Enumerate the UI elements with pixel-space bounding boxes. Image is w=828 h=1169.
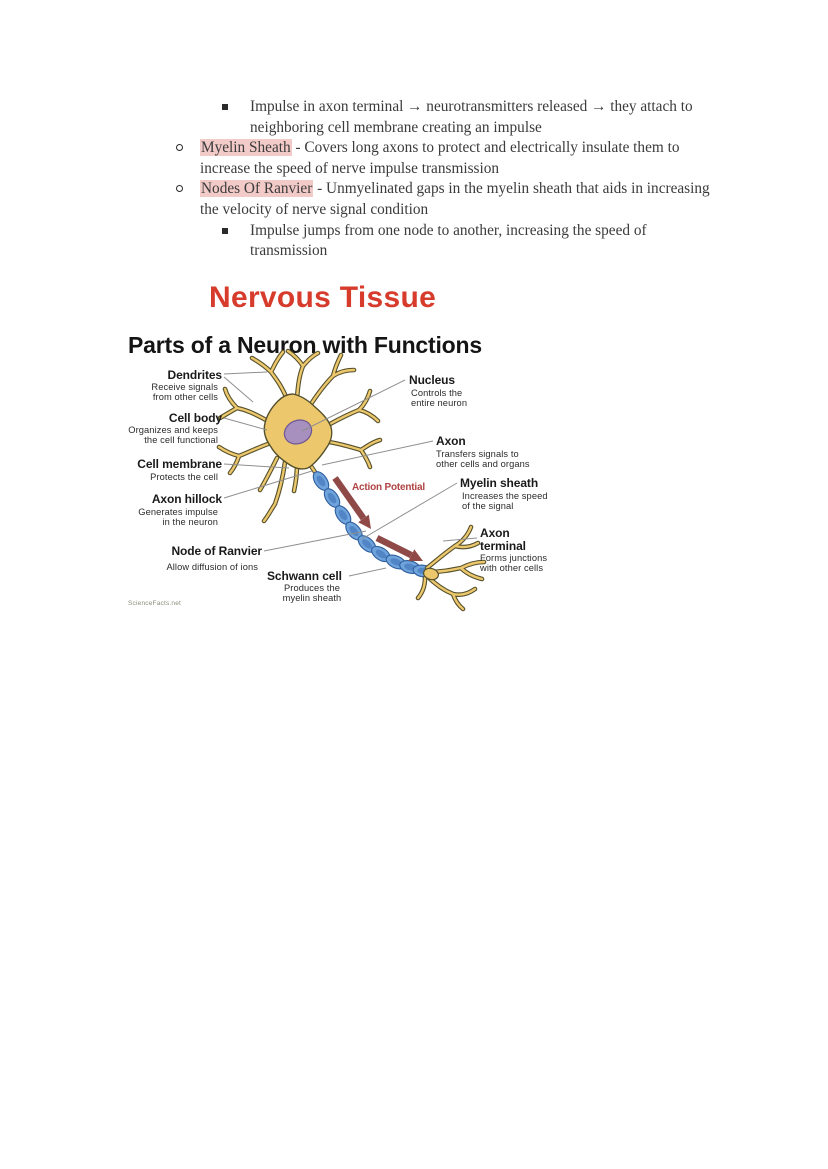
bullet-text: Impulse in axon terminal → neurotransmitters released → they attach to neighboring cell membrane creating an impulse: [250, 98, 693, 136]
bullet-item: [100, 138, 720, 179]
neuron-figure-image[interactable]: [125, 328, 565, 620]
label-desc: Generates impulse: [138, 507, 218, 517]
label-desc: of the signal: [462, 501, 514, 511]
bullet-text: [100, 138, 720, 179]
notes-bullet-list: [100, 97, 720, 262]
label-desc: Increases the speed: [462, 491, 548, 501]
label-name: Nucleus: [409, 373, 455, 387]
label-name: Cell body: [168, 411, 222, 425]
label-desc: Organizes and keeps: [128, 425, 218, 435]
label-axon-terminal: [479, 526, 547, 573]
label-desc: Receive signals: [151, 382, 218, 392]
label-desc: with other cells: [480, 563, 544, 573]
square-bullet-icon: [222, 104, 228, 110]
label-name: Myelin sheath: [460, 476, 539, 490]
label-desc: entire neuron: [411, 398, 468, 408]
highlighted-term: Nodes Of Ranvier: [201, 180, 313, 198]
square-bullet-icon: [222, 228, 228, 234]
label-name: Axon: [480, 526, 510, 540]
label-node-of-ranvier: [166, 544, 262, 572]
action-potential-label: Action Potential: [352, 482, 425, 493]
label-name: Node of Ranvier: [171, 544, 262, 558]
label-desc: Protects the cell: [150, 472, 218, 482]
watermark-logo: [128, 600, 181, 607]
label-desc: myelin sheath: [282, 593, 342, 603]
label-desc: Transfers signals to: [436, 449, 519, 459]
label-schwann-cell: [267, 569, 342, 603]
bullet-text: [100, 179, 720, 220]
figure-title: Parts of a Neuron with Functions: [128, 332, 482, 358]
label-desc: Forms junctions: [480, 553, 548, 563]
label-nucleus: [409, 373, 467, 408]
label-name: terminal: [480, 539, 526, 553]
label-name: Schwann cell: [267, 569, 342, 583]
label-dendrites: [151, 368, 222, 402]
label-desc: Produces the: [284, 583, 340, 593]
label-name: Axon hillock: [151, 492, 222, 506]
highlighted-term: Myelin Sheath: [201, 139, 291, 157]
bullet-item: [100, 97, 720, 138]
section-heading: Nervous Tissue: [209, 281, 437, 314]
neuron-diagram: [125, 328, 565, 620]
bullet-text: Impulse jumps from one node to another, increasing the speed of transmission: [250, 221, 647, 260]
label-name: Cell membrane: [137, 457, 222, 471]
label-desc: from other cells: [152, 392, 218, 402]
label-cell-body: [128, 411, 222, 445]
label-desc: in the neuron: [162, 517, 218, 527]
label-axon-hillock: [138, 492, 222, 527]
label-name: Axon: [436, 434, 466, 448]
label-desc: other cells and organs: [436, 459, 530, 469]
label-desc: the cell functional: [144, 435, 218, 445]
label-myelin-sheath: [460, 476, 548, 511]
label-desc: Controls the: [411, 388, 463, 398]
bullet-item: [100, 221, 720, 262]
bullet-text-rest: - Unmyelinated gaps in the myelin sheath that aids in increasing the velocity of nerve signal condition: [200, 180, 710, 218]
bullet-item: [100, 179, 720, 220]
label-cell-membrane: [137, 457, 222, 482]
watermark-text: ScienceFacts.net: [128, 600, 182, 607]
label-name: Dendrites: [167, 368, 222, 382]
bullet-text-rest: - Covers long axons to protect and electrically insulate them to increase the speed of nerve impulse transmission: [200, 139, 680, 177]
label-desc: Allow diffusion of ions: [166, 562, 258, 572]
label-axon: [436, 434, 530, 469]
